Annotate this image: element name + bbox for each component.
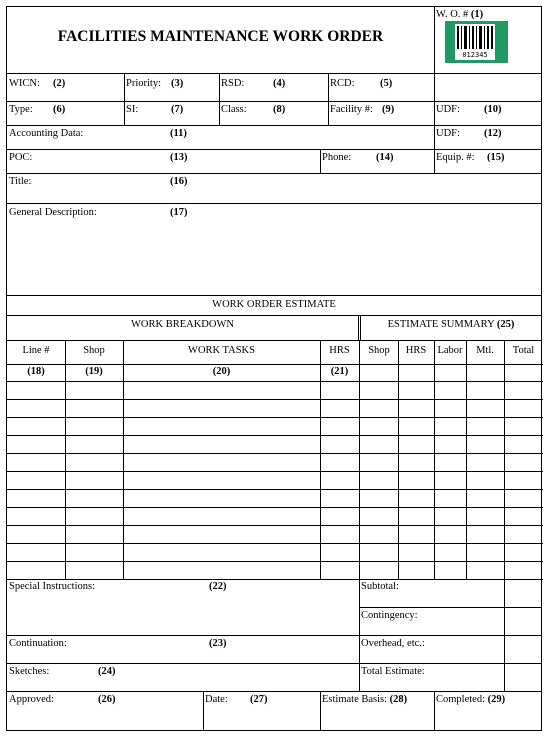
- breakdown-header-work-tasks: [123, 340, 321, 365]
- form-title: FACILITIES MAINTENANCE WORK ORDER: [57, 28, 384, 45]
- table-cell[interactable]: [504, 453, 543, 472]
- priority-ref: (3): [171, 78, 184, 89]
- summary-header-mtl: [466, 340, 505, 365]
- rcd-label: RCD:: [330, 78, 355, 89]
- table-cell[interactable]: [320, 381, 360, 400]
- overhead-label: Overhead, etc.:: [361, 638, 425, 649]
- title-ref: (16): [170, 176, 188, 187]
- table-cell[interactable]: [434, 507, 467, 526]
- table-cell[interactable]: [360, 453, 399, 472]
- estimate-basis-label: Estimate Basis:: [322, 694, 388, 705]
- table-cell[interactable]: [434, 363, 467, 382]
- breakdown-header-work-tasks-label: WORK TASKS: [188, 345, 255, 356]
- table-cell[interactable]: [466, 417, 505, 436]
- table-cell[interactable]: [7, 453, 66, 472]
- sketches-label: Sketches:: [9, 666, 50, 677]
- approved-field[interactable]: [7, 691, 204, 730]
- continuation-ref: (23): [209, 638, 227, 649]
- form-title-cell: [7, 7, 435, 74]
- table-cell[interactable]: [466, 507, 505, 526]
- general-description-ref: (17): [170, 207, 188, 218]
- table-cell[interactable]: [320, 435, 360, 454]
- total-estimate-label-cell: [359, 663, 505, 692]
- poc-label: POC:: [9, 152, 33, 163]
- table-cell[interactable]: [7, 543, 66, 562]
- table-cell[interactable]: [320, 417, 360, 436]
- table-cell[interactable]: [504, 417, 543, 436]
- table-cell[interactable]: [65, 417, 124, 436]
- estimate-basis-ref: (28): [389, 694, 408, 705]
- overhead-label-cell: [359, 635, 505, 664]
- accounting-ref: (11): [170, 128, 187, 139]
- table-cell[interactable]: [7, 399, 66, 418]
- table-cell[interactable]: [360, 489, 399, 508]
- contingency-label-cell: [359, 607, 505, 636]
- phone-ref: (14): [376, 152, 394, 163]
- si-field[interactable]: [124, 101, 220, 126]
- table-cell[interactable]: [360, 561, 399, 580]
- table-cell[interactable]: [123, 417, 321, 436]
- phone-label: Phone:: [322, 152, 352, 163]
- completed-label: Completed:: [436, 694, 485, 705]
- estimate-summary-title: ESTIMATE SUMMARY: [387, 319, 495, 330]
- table-cell[interactable]: [434, 489, 467, 508]
- summary-header-shop-label: Shop: [368, 345, 390, 356]
- completed-field[interactable]: [434, 691, 542, 730]
- table-cell[interactable]: [360, 543, 399, 562]
- barcode-digits: 012345: [462, 51, 488, 59]
- subtotal-label-cell: [359, 578, 505, 608]
- wicn-ref: (2): [53, 78, 66, 89]
- table-cell[interactable]: [7, 561, 66, 580]
- udf2-field[interactable]: [434, 125, 542, 150]
- table-cell[interactable]: [434, 417, 467, 436]
- table-cell[interactable]: [123, 453, 321, 472]
- priority-field[interactable]: [124, 73, 220, 102]
- table-cell[interactable]: [360, 381, 399, 400]
- table-cell[interactable]: [398, 543, 435, 562]
- table-cell[interactable]: [466, 363, 505, 382]
- table-cell[interactable]: [7, 489, 66, 508]
- table-cell[interactable]: [123, 363, 321, 382]
- breakdown-ref-work-tasks: (20): [212, 366, 231, 377]
- table-cell[interactable]: [320, 453, 360, 472]
- table-cell[interactable]: [7, 507, 66, 526]
- table-cell[interactable]: [466, 381, 505, 400]
- facility-label: Facility #:: [330, 104, 373, 115]
- rsd-ref: (4): [273, 78, 286, 89]
- table-cell[interactable]: [7, 525, 66, 544]
- table-cell[interactable]: [360, 363, 399, 382]
- table-cell[interactable]: [398, 399, 435, 418]
- summary-header-labor: [434, 340, 467, 365]
- table-cell[interactable]: [65, 561, 124, 580]
- facility-ref: (9): [382, 104, 395, 115]
- table-cell[interactable]: [466, 543, 505, 562]
- udf1-field[interactable]: [434, 101, 542, 126]
- table-cell[interactable]: [434, 525, 467, 544]
- table-cell[interactable]: [320, 525, 360, 544]
- rcd-ref: (5): [380, 78, 393, 89]
- table-cell[interactable]: [123, 399, 321, 418]
- table-cell[interactable]: [65, 381, 124, 400]
- rcd-field[interactable]: [328, 73, 435, 102]
- table-cell[interactable]: [398, 471, 435, 490]
- table-cell[interactable]: [65, 471, 124, 490]
- table-cell[interactable]: [504, 561, 543, 580]
- equip-label: Equip. #:: [436, 152, 475, 163]
- table-cell[interactable]: [398, 417, 435, 436]
- udf2-ref: (12): [484, 128, 502, 139]
- table-cell[interactable]: [398, 453, 435, 472]
- table-cell[interactable]: [320, 543, 360, 562]
- work-breakdown-title-cell: [7, 315, 359, 341]
- table-cell[interactable]: [466, 471, 505, 490]
- summary-header-total-label: Total: [512, 345, 535, 356]
- equip-field[interactable]: [434, 149, 542, 174]
- table-cell[interactable]: [434, 543, 467, 562]
- table-cell[interactable]: [398, 435, 435, 454]
- table-cell[interactable]: [360, 399, 399, 418]
- contingency-label: Contingency:: [361, 610, 418, 621]
- table-cell[interactable]: [466, 435, 505, 454]
- breakdown-header-line-number-label: Line #: [22, 345, 50, 356]
- table-cell[interactable]: [360, 435, 399, 454]
- breakdown-header-hrs: [320, 340, 360, 365]
- completed-ref: (29): [487, 694, 506, 705]
- breakdown-header-shop: [65, 340, 124, 365]
- breakdown-ref-line-number: (18): [27, 366, 45, 377]
- table-cell[interactable]: [504, 399, 543, 418]
- poc-field[interactable]: [7, 149, 321, 174]
- table-cell[interactable]: [65, 543, 124, 562]
- table-cell[interactable]: [320, 363, 360, 382]
- table-cell[interactable]: [65, 363, 124, 382]
- total-estimate-label: Total Estimate:: [361, 666, 425, 677]
- date-ref: (27): [250, 694, 268, 705]
- estimate-title: WORK ORDER ESTIMATE: [212, 299, 336, 310]
- table-cell[interactable]: [504, 525, 543, 544]
- table-cell[interactable]: [398, 525, 435, 544]
- facility-field[interactable]: [328, 101, 435, 126]
- wo-number-ref: (1): [470, 9, 484, 20]
- table-cell[interactable]: [320, 399, 360, 418]
- wo-number-cell[interactable]: [434, 7, 542, 74]
- summary-header-shop: [360, 340, 399, 365]
- table-cell[interactable]: [123, 561, 321, 580]
- estimate-title-cell: [7, 295, 542, 316]
- table-cell[interactable]: [123, 525, 321, 544]
- si-label: SI:: [126, 104, 139, 115]
- table-cell[interactable]: [320, 561, 360, 580]
- summary-header-mtl-label: Mtl.: [476, 345, 494, 356]
- estimate-summary-ref: (25): [496, 319, 515, 330]
- table-cell[interactable]: [504, 489, 543, 508]
- accounting-label: Accounting Data:: [9, 128, 84, 139]
- approved-ref: (26): [98, 694, 116, 705]
- table-cell[interactable]: [504, 543, 543, 562]
- special-instructions-ref: (22): [209, 581, 227, 592]
- wicn-field[interactable]: [7, 73, 125, 102]
- summary-header-hrs-label: HRS: [405, 345, 427, 356]
- work-order-form: [6, 6, 542, 731]
- table-cell[interactable]: [320, 471, 360, 490]
- table-cell[interactable]: [466, 561, 505, 580]
- poc-ref: (13): [170, 152, 188, 163]
- table-cell[interactable]: [434, 435, 467, 454]
- table-cell[interactable]: [504, 471, 543, 490]
- breakdown-header-shop-label: Shop: [83, 345, 105, 356]
- rsd-field[interactable]: [219, 73, 329, 102]
- table-cell[interactable]: [123, 435, 321, 454]
- breakdown-ref-shop: (19): [85, 366, 103, 377]
- table-cell[interactable]: [7, 435, 66, 454]
- table-cell[interactable]: [398, 363, 435, 382]
- table-cell[interactable]: [65, 399, 124, 418]
- table-cell[interactable]: [398, 489, 435, 508]
- table-cell[interactable]: [466, 453, 505, 472]
- date-label: Date:: [205, 694, 228, 705]
- phone-field[interactable]: [320, 149, 435, 174]
- table-divider: [359, 340, 360, 579]
- priority-label: Priority:: [126, 78, 162, 89]
- accounting-field[interactable]: [7, 125, 435, 150]
- class-label: Class:: [221, 104, 247, 115]
- table-cell[interactable]: [123, 381, 321, 400]
- type-ref: (6): [53, 104, 66, 115]
- work-breakdown-title: WORK BREAKDOWN: [131, 319, 234, 330]
- sketches-field[interactable]: [7, 663, 360, 692]
- type-field[interactable]: [7, 101, 125, 126]
- summary-header-labor-label: Labor: [437, 345, 463, 356]
- table-cell[interactable]: [7, 381, 66, 400]
- special-instructions-field[interactable]: [7, 578, 360, 636]
- wicn-label: WICN:: [9, 78, 40, 89]
- table-cell[interactable]: [398, 381, 435, 400]
- table-cell[interactable]: [504, 381, 543, 400]
- table-cell[interactable]: [320, 489, 360, 508]
- table-cell[interactable]: [7, 363, 66, 382]
- table-cell[interactable]: [504, 435, 543, 454]
- table-cell[interactable]: [7, 471, 66, 490]
- table-cell[interactable]: [65, 489, 124, 508]
- continuation-field[interactable]: [7, 635, 360, 664]
- table-cell[interactable]: [434, 471, 467, 490]
- type-label: Type:: [9, 104, 33, 115]
- table-cell[interactable]: [398, 561, 435, 580]
- general-description-label: General Description:: [9, 207, 97, 218]
- udf1-label: UDF:: [436, 104, 460, 115]
- class-ref: (8): [273, 104, 286, 115]
- row1-blank: [434, 73, 542, 102]
- estimate-basis-field[interactable]: [320, 691, 435, 730]
- title-field[interactable]: [7, 173, 542, 204]
- breakdown-header-line-number: [7, 340, 66, 365]
- si-ref: (7): [171, 104, 184, 115]
- table-cell[interactable]: [360, 417, 399, 436]
- table-cell[interactable]: [65, 435, 124, 454]
- table-cell[interactable]: [434, 561, 467, 580]
- table-cell[interactable]: [65, 507, 124, 526]
- breakdown-header-hrs-label: HRS: [329, 345, 350, 356]
- table-cell[interactable]: [434, 381, 467, 400]
- table-cell[interactable]: [7, 417, 66, 436]
- table-cell[interactable]: [360, 525, 399, 544]
- table-cell[interactable]: [320, 507, 360, 526]
- table-cell[interactable]: [466, 489, 505, 508]
- wo-number-label: W. O. #: [436, 9, 469, 20]
- table-cell[interactable]: [65, 453, 124, 472]
- table-cell[interactable]: [466, 525, 505, 544]
- rsd-label: RSD:: [221, 78, 245, 89]
- table-cell[interactable]: [123, 489, 321, 508]
- table-cell[interactable]: [434, 453, 467, 472]
- date-field[interactable]: [203, 691, 321, 730]
- table-cell[interactable]: [466, 399, 505, 418]
- udf1-ref: (10): [484, 104, 502, 115]
- table-cell[interactable]: [434, 399, 467, 418]
- overhead-value[interactable]: [504, 635, 542, 664]
- table-cell[interactable]: [65, 525, 124, 544]
- table-cell[interactable]: [123, 543, 321, 562]
- table-cell[interactable]: [504, 363, 543, 382]
- table-cell[interactable]: [360, 471, 399, 490]
- summary-header-hrs: [398, 340, 435, 365]
- breakdown-ref-hrs: (21): [330, 366, 349, 377]
- table-cell[interactable]: [504, 507, 543, 526]
- class-field[interactable]: [219, 101, 329, 126]
- barcode-icon: [445, 21, 508, 63]
- estimate-summary-title-cell: [360, 315, 542, 341]
- continuation-label: Continuation:: [9, 638, 67, 649]
- equip-ref: (15): [487, 152, 505, 163]
- general-description-field[interactable]: [7, 203, 542, 296]
- summary-header-total: [504, 340, 543, 365]
- total-estimate-value[interactable]: [504, 663, 542, 692]
- sketches-ref: (24): [98, 666, 116, 677]
- subtotal-label: Subtotal:: [361, 581, 399, 592]
- subtotal-value[interactable]: [504, 578, 542, 608]
- contingency-value[interactable]: [504, 607, 542, 636]
- approved-label: Approved:: [9, 694, 54, 705]
- special-instructions-label: Special Instructions:: [9, 581, 96, 592]
- udf2-label: UDF:: [436, 128, 460, 139]
- title-label: Title:: [9, 176, 32, 187]
- table-cell[interactable]: [398, 507, 435, 526]
- table-cell[interactable]: [360, 507, 399, 526]
- table-cell[interactable]: [123, 507, 321, 526]
- table-cell[interactable]: [123, 471, 321, 490]
